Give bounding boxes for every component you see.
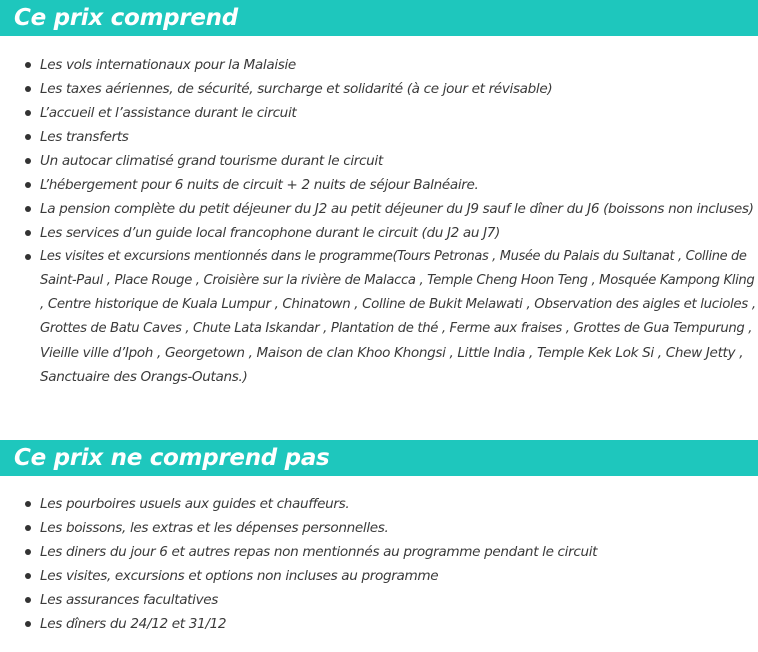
list-item-text: Les diners du jour 6 et autres repas non mentionnés au programme pendant le circuit bbox=[40, 544, 598, 560]
bullet-icon bbox=[25, 110, 31, 116]
list-item bbox=[0, 101, 758, 125]
visits-line: Grottes de Batu Caves , Chute Lata Iskandar , Plantation de thé , Ferme aux fraises , Grottes de Gua Tempurung , bbox=[40, 321, 753, 336]
list-item bbox=[0, 221, 758, 245]
visits-line: Les visites et excursions mentionnés dans le programme(Tours Petronas , Musée du Palais du Sultanat , Colline de bbox=[40, 249, 747, 264]
bullet-icon bbox=[25, 621, 31, 627]
bullet-icon bbox=[25, 206, 31, 212]
bullet-icon bbox=[25, 254, 31, 260]
list-item bbox=[0, 125, 758, 149]
bullet-icon bbox=[25, 573, 31, 579]
visits-line: Saint-Paul , Place Rouge , Croisière sur la rivière de Malacca , Temple Cheng Hoon Teng , Mosquée Kampong Kling bbox=[40, 273, 755, 288]
list-item-text: Les pourboires usuels aux guides et chauffeurs. bbox=[40, 496, 350, 512]
list-item-text: Les assurances facultatives bbox=[40, 592, 219, 608]
bullet-icon bbox=[25, 501, 31, 507]
list-item-text: Les taxes aériennes, de sécurité, surcharge et solidarité (à ce jour et révisable) bbox=[40, 81, 553, 97]
list-item bbox=[0, 77, 758, 101]
bullet-icon bbox=[25, 525, 31, 531]
bullet-icon bbox=[25, 597, 31, 603]
list-item-text: Les vols internationaux pour la Malaisie bbox=[40, 57, 296, 73]
list-item-text: Les transferts bbox=[40, 129, 129, 145]
list-item bbox=[0, 492, 758, 516]
included-list bbox=[0, 53, 758, 389]
list-item-text: La pension complète du petit déjeuner du J2 au petit déjeuner du J9 sauf le dîner du J6 (boissons non incluses) bbox=[40, 201, 754, 217]
visits-line: , Centre historique de Kuala Lumpur , Chinatown , Colline de Bukit Melawati , Observation des aigles et lucioles , bbox=[40, 297, 756, 312]
list-item bbox=[0, 612, 758, 636]
list-item-visits bbox=[0, 245, 758, 389]
visits-line: Vieille ville d’Ipoh , Georgetown , Maison de clan Khoo Khongsi , Little India , Temple Kek Lok Si , Chew Jetty , bbox=[40, 345, 744, 361]
list-item bbox=[0, 149, 758, 173]
visits-line: Sanctuaire des Orangs-Outans.) bbox=[40, 369, 248, 385]
bullet-icon bbox=[25, 182, 31, 188]
list-item-text: Les services d’un guide local francophone durant le circuit (du J2 au J7) bbox=[40, 225, 501, 241]
list-item bbox=[0, 197, 758, 221]
list-item-text: Un autocar climatisé grand tourisme durant le circuit bbox=[40, 153, 383, 169]
bullet-icon bbox=[25, 62, 31, 68]
bullet-icon bbox=[25, 86, 31, 92]
list-item-text: L’accueil et l’assistance durant le circuit bbox=[40, 105, 297, 121]
excluded-list bbox=[0, 492, 758, 636]
list-item bbox=[0, 540, 758, 564]
list-item-text: Les dîners du 24/12 et 31/12 bbox=[40, 616, 227, 632]
list-item bbox=[0, 173, 758, 197]
list-item bbox=[0, 516, 758, 540]
list-item-text: Les visites, excursions et options non incluses au programme bbox=[40, 568, 439, 584]
list-item bbox=[0, 53, 758, 77]
bullet-icon bbox=[25, 158, 31, 164]
bullet-icon bbox=[25, 134, 31, 140]
included-section-title: Ce prix comprend bbox=[0, 0, 758, 36]
list-item bbox=[0, 564, 758, 588]
list-item bbox=[0, 588, 758, 612]
list-item-text: L’hébergement pour 6 nuits de circuit + 2 nuits de séjour Balnéaire. bbox=[40, 177, 479, 193]
list-item-text: Les boissons, les extras et les dépenses personnelles. bbox=[40, 520, 389, 536]
bullet-icon bbox=[25, 230, 31, 236]
bullet-icon bbox=[25, 549, 31, 555]
excluded-section-title: Ce prix ne comprend pas bbox=[0, 440, 758, 476]
